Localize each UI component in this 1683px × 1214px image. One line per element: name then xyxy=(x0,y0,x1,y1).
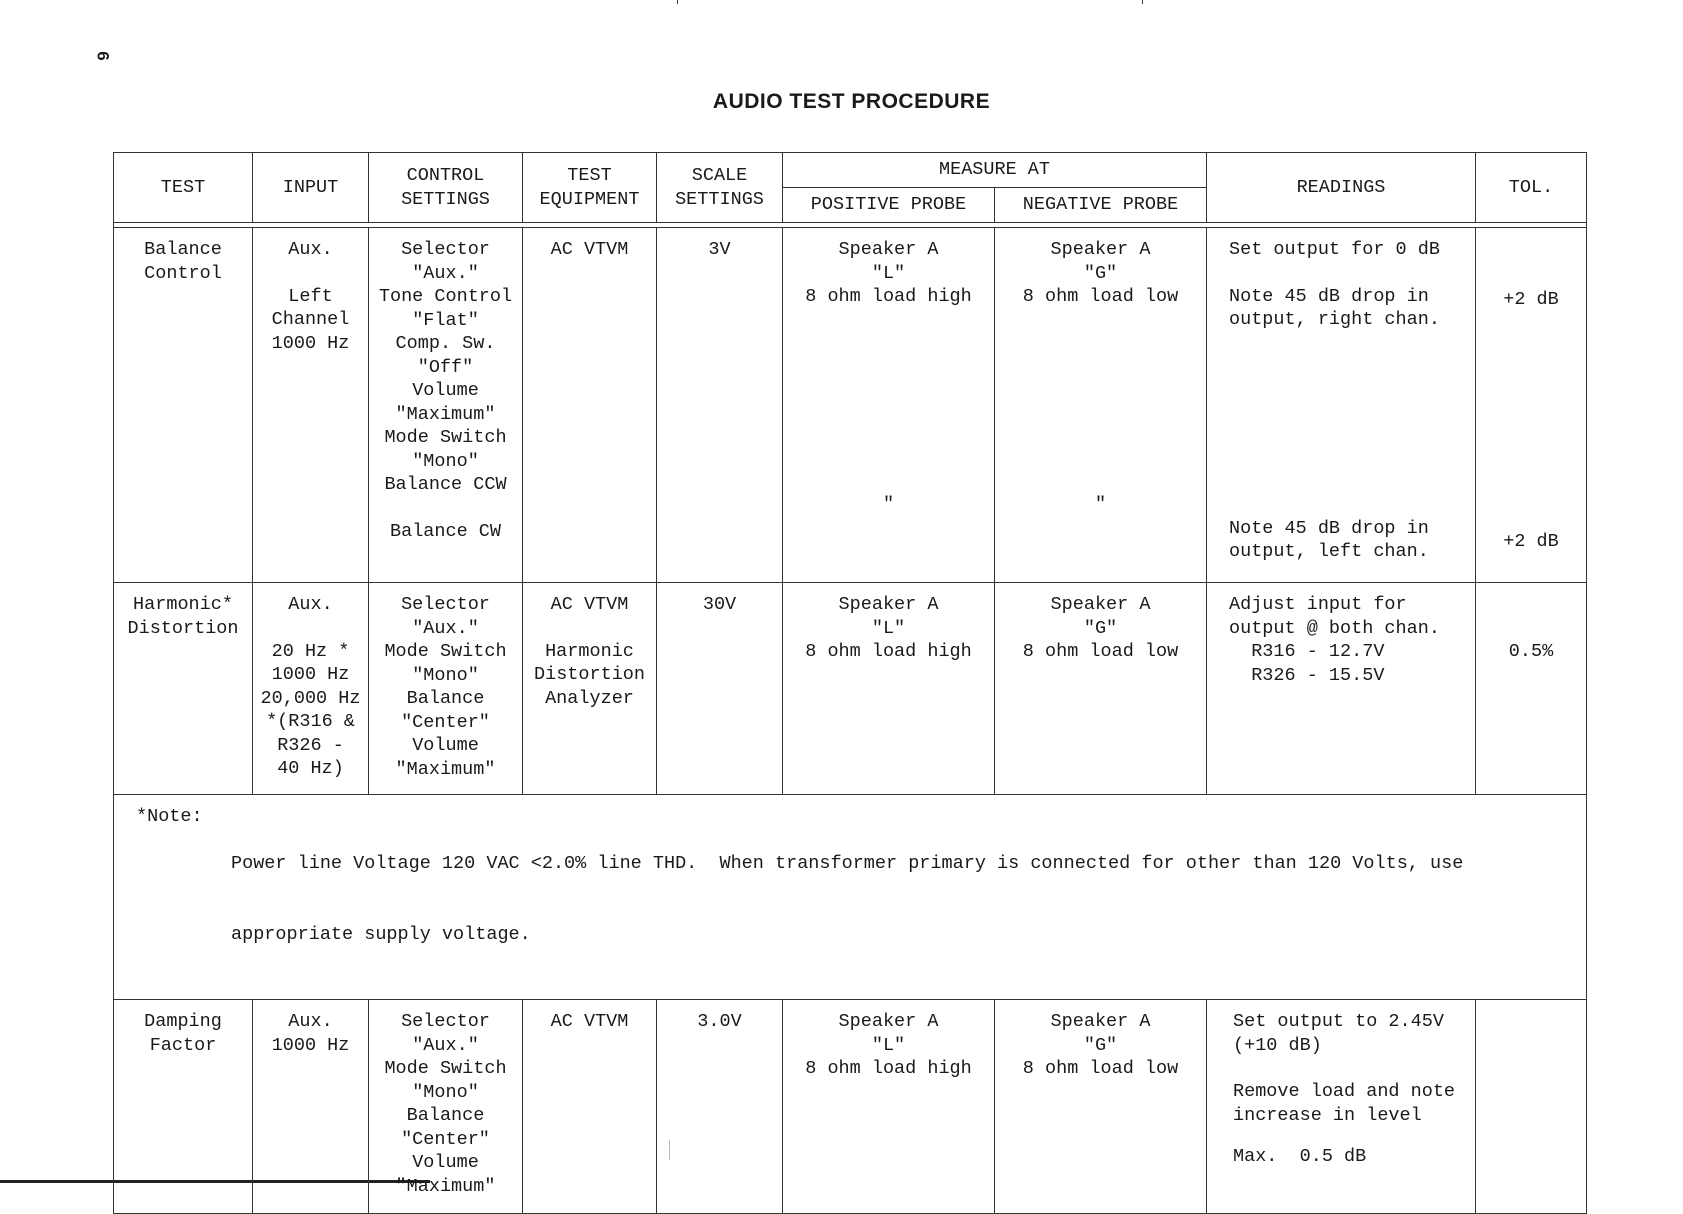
row-balance-control xyxy=(114,228,1587,583)
cell-control-settings: Selector "Aux." Tone Control "Flat" Comp. Sw. "Off" Volume "Maximum" Mode Switch "Mono" Balance CCW Balance CW xyxy=(369,228,523,583)
note-cell xyxy=(114,795,1587,1000)
cell-tol xyxy=(1476,1000,1587,1214)
cell-input: Aux. 1000 Hz xyxy=(253,1000,369,1214)
cell-readings: Set output to 2.45V (+10 dB) Remove load and note increase in level Max. 0.5 dB xyxy=(1207,1000,1476,1214)
header-readings: READINGS xyxy=(1207,153,1476,223)
page-number: 6 xyxy=(93,51,113,61)
cell-scale-settings: 3V xyxy=(657,228,783,583)
note-label: *Note: xyxy=(136,806,203,827)
cell-input: Aux. 20 Hz * 1000 Hz 20,000 Hz *(R316 & R326 - 40 Hz) xyxy=(253,583,369,795)
cell-test-equipment: AC VTVM xyxy=(523,228,657,583)
cell-test: Balance Control xyxy=(114,228,253,583)
header-input: INPUT xyxy=(253,153,369,223)
header-measure-at: MEASURE AT xyxy=(783,153,1207,188)
cell-negative-probe: Speaker A "G" 8 ohm load low xyxy=(995,583,1207,795)
row-damping-factor xyxy=(114,1000,1587,1214)
cell-positive-probe: Speaker A "L" 8 ohm load high xyxy=(783,1000,995,1214)
note-line-2: appropriate supply voltage. xyxy=(231,923,531,945)
cell-tol: +2 dB +2 dB xyxy=(1476,228,1587,583)
audio-test-table xyxy=(113,152,1587,1214)
cell-control-settings: Selector "Aux." Mode Switch "Mono" Balance "Center" Volume "Maximum" xyxy=(369,1000,523,1214)
header-control-settings: CONTROL SETTINGS xyxy=(369,153,523,223)
cell-control-settings: Selector "Aux." Mode Switch "Mono" Balance "Center" Volume "Maximum" xyxy=(369,583,523,795)
cell-test-equipment: AC VTVM Harmonic Distortion Analyzer xyxy=(523,583,657,795)
cell-readings: Adjust input for output @ both chan. R316 - 12.7V R326 - 15.5V xyxy=(1207,583,1476,795)
cell-negative-probe: Speaker A "G" 8 ohm load low " xyxy=(995,228,1207,583)
header-positive-probe: POSITIVE PROBE xyxy=(783,188,995,223)
cell-positive-probe: Speaker A "L" 8 ohm load high " xyxy=(783,228,995,583)
cell-readings: Set output for 0 dB Note 45 dB drop in output, right chan. Note 45 dB drop in output, left chan. xyxy=(1207,228,1476,583)
cell-test-equipment: AC VTVM xyxy=(523,1000,657,1214)
cell-test: Harmonic* Distortion xyxy=(114,583,253,795)
cell-scale-settings: 3.0V xyxy=(657,1000,783,1214)
row-harmonic-distortion xyxy=(114,583,1587,795)
scan-mark xyxy=(1142,0,1143,4)
cell-scale-settings: 30V xyxy=(657,583,783,795)
cell-input: Aux. Left Channel 1000 Hz xyxy=(253,228,369,583)
cell-test: Damping Factor xyxy=(114,1000,253,1214)
header-row xyxy=(114,153,1587,188)
header-negative-probe: NEGATIVE PROBE xyxy=(995,188,1207,223)
cell-negative-probe: Speaker A "G" 8 ohm load low xyxy=(995,1000,1207,1214)
row-note xyxy=(114,795,1587,1000)
page-title: AUDIO TEST PROCEDURE xyxy=(712,90,991,113)
header-scale-settings: SCALE SETTINGS xyxy=(657,153,783,223)
header-test: TEST xyxy=(114,153,253,223)
scan-mark xyxy=(677,0,678,4)
note-line-1: Power line Voltage 120 VAC <2.0% line THD. When transformer primary is connected for other than 120 Volts, use xyxy=(231,853,1464,874)
header-tol: TOL. xyxy=(1476,153,1587,223)
cell-positive-probe: Speaker A "L" 8 ohm load high xyxy=(783,583,995,795)
header-test-equipment: TEST EQUIPMENT xyxy=(523,153,657,223)
cell-tol: 0.5% xyxy=(1476,583,1587,795)
